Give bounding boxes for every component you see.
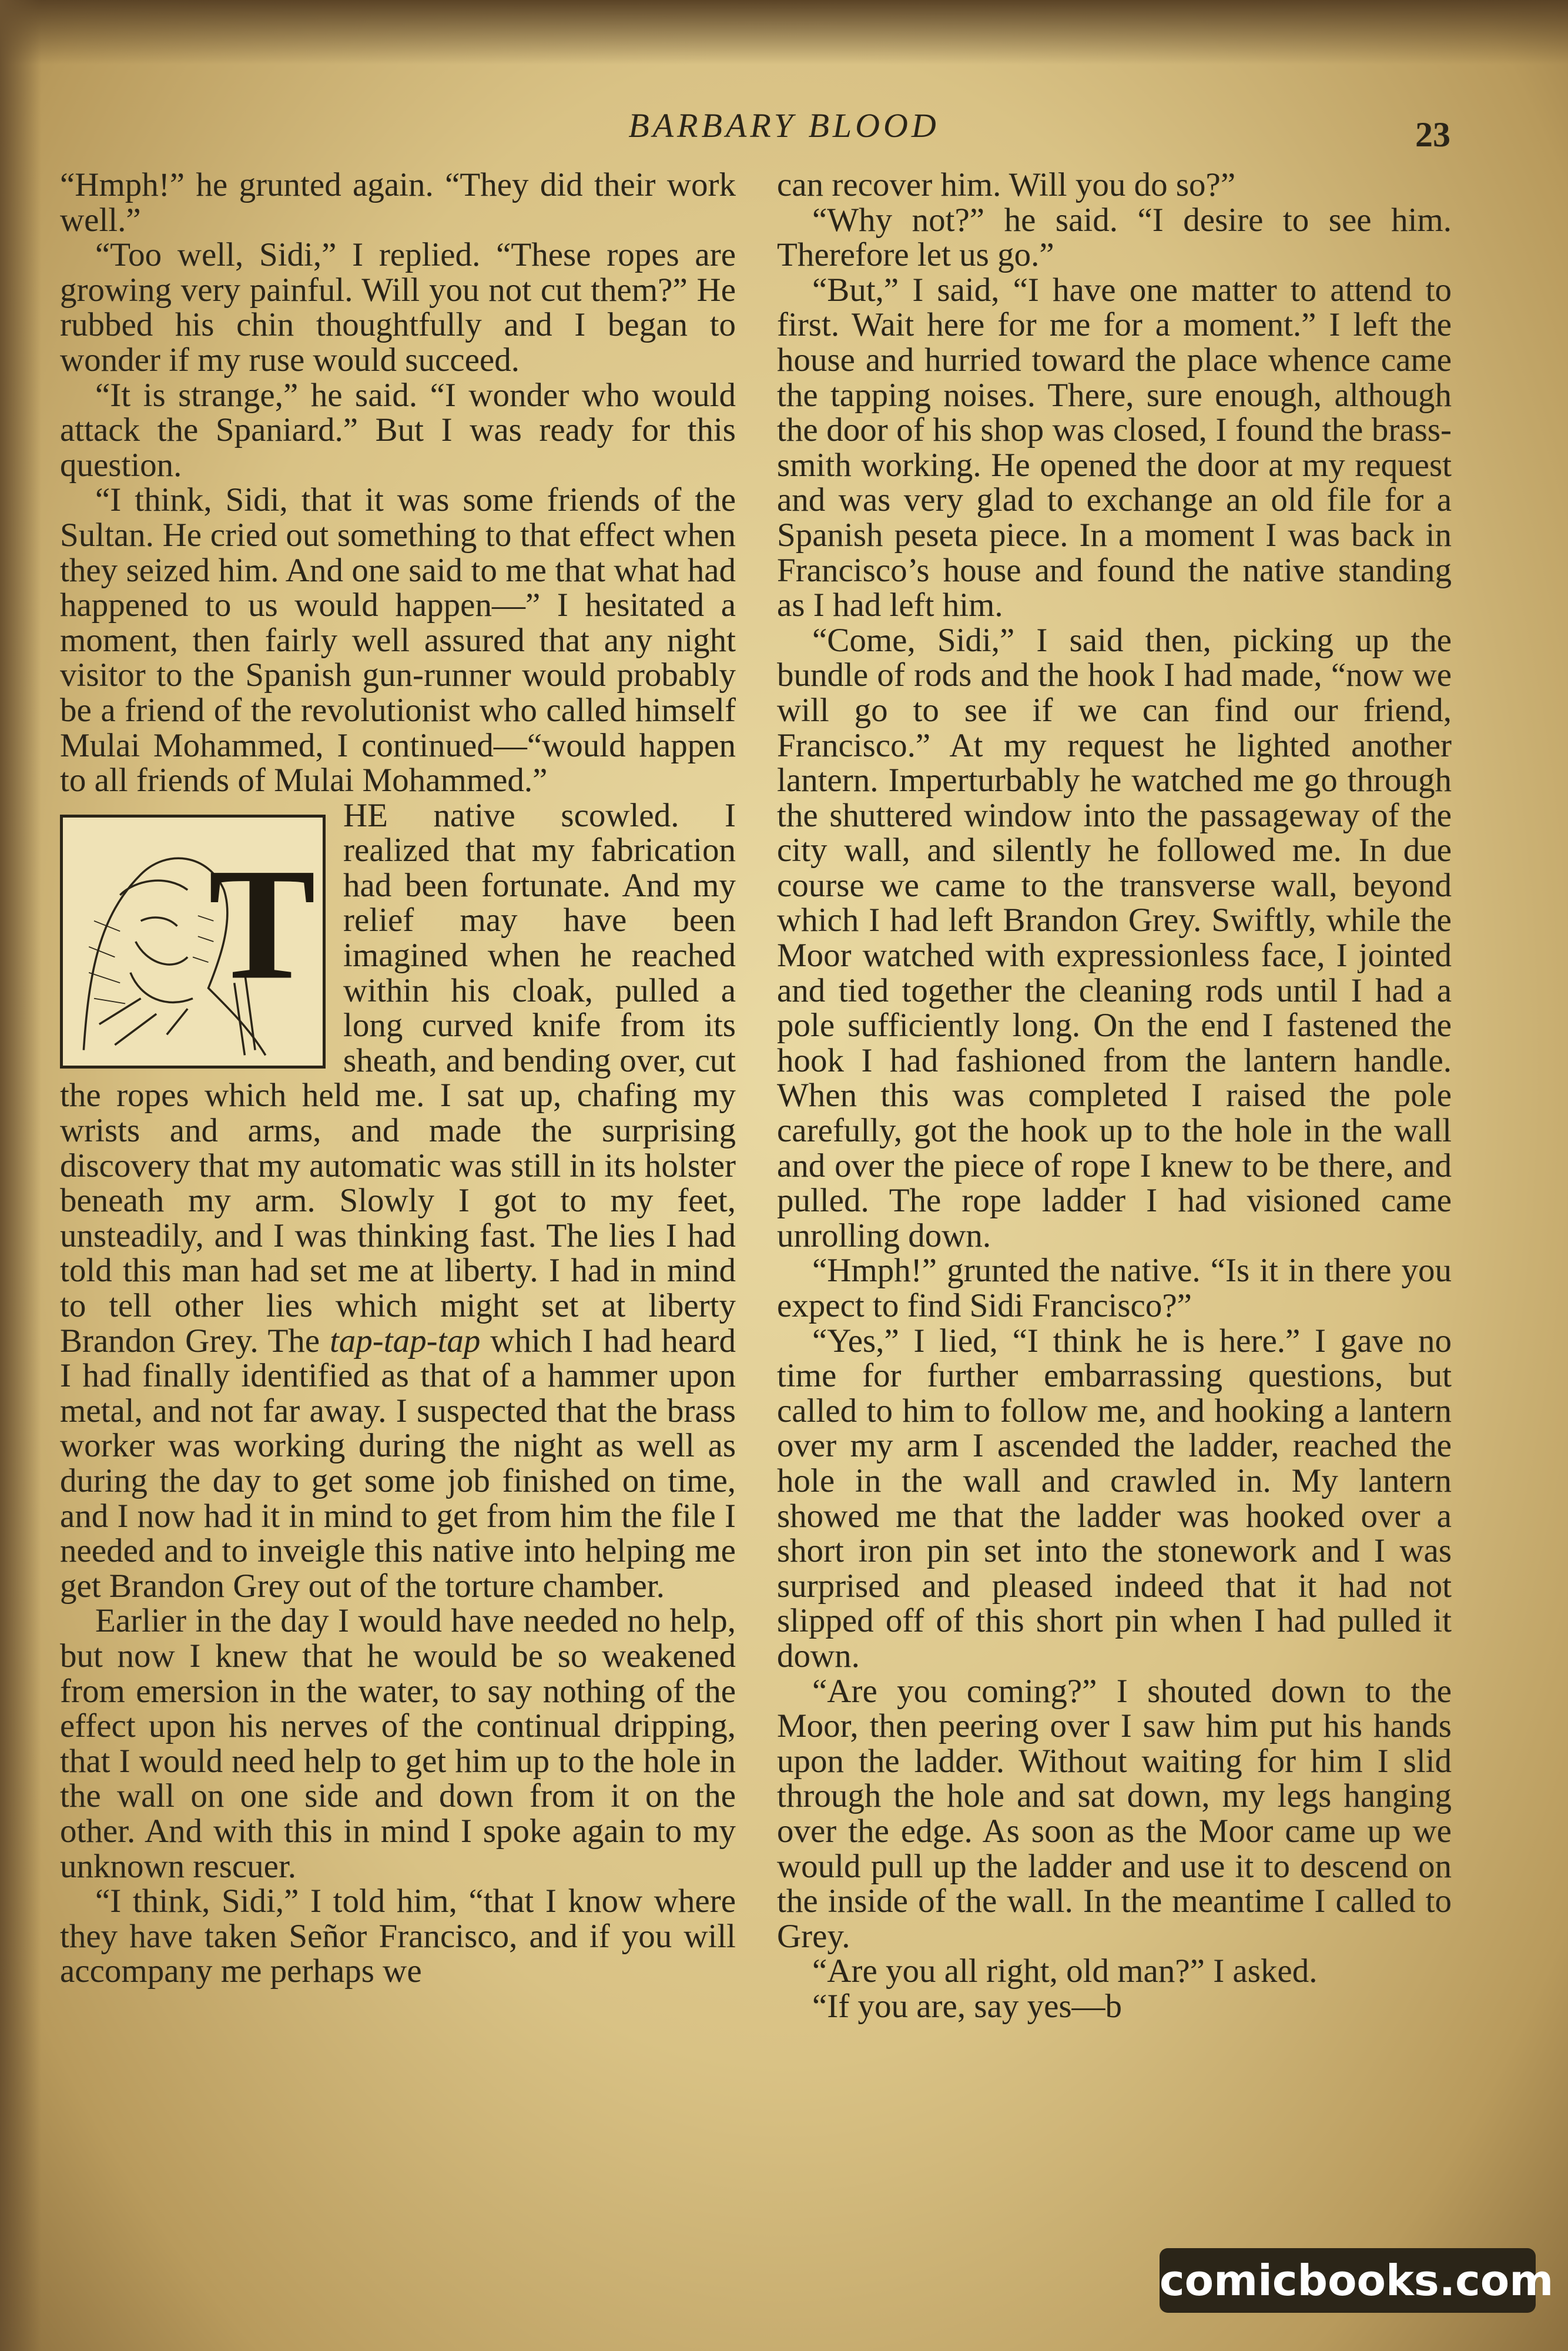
- paragraph: “I think, Sidi,” I told him, “that I know where they have taken Señor Francisco, and if you will accompany me perhaps we: [60, 1883, 736, 1990]
- paragraph: Earlier in the day I would have needed no help, but now I knew that he would be so weakened from emersion in the water, to say nothing of the effect upon his nerves of the continual dripping, that I would need help to get him up to the hole in the wall on one side and down from it on the other. And with this in mind I spoke again to my unknown rescuer.: [60, 1602, 736, 1885]
- site-watermark: comicbooks.com: [1160, 2248, 1536, 2313]
- paragraph: “I think, Sidi, that it was some friends of the Sultan. He cried out something to that effect when they seized him. And one said to me that what had happened to us would happen—” I hesitated a moment, then fairly well assured that any night visitor to the Spanish gun-runner would probably be a friend of the revolutionist who called himself Mulai Mohammed, I continued—“would happen to all friends of Mulai Mohammed.”: [60, 481, 736, 799]
- page-edge-shadow: [0, 0, 1568, 65]
- page-number: 23: [1415, 115, 1450, 154]
- dropcap-letter: T: [208, 835, 316, 1013]
- right-column: [777, 168, 1452, 2024]
- paragraph: “It is strange,” he said. “I wonder who would attack the Spaniard.” But I was ready for this question.: [60, 376, 736, 484]
- paragraph: “If you are, say yes—b: [812, 1987, 1123, 2025]
- paragraph: “Why not?” he said. “I desire to see him. Therefore let us go.”: [777, 201, 1452, 274]
- paragraph: can recover him. Will you do so?”: [777, 166, 1236, 203]
- paragraph: “Come, Sidi,” I said then, picking up the bundle of rods and the hook I had made, “now we will go to see if we can find our friend, Francisco.” At my request he lighted another lantern. Imperturbably he watched me go through the shuttered window into the passageway of the city wall, and silently he followed me. In due course we came to the transverse wall, beyond which I had left Brandon Grey. Swiftly, while the Moor watched with expressionless face, I jointed and tied together the cleaning rods until I had a pole sufficiently long. On the end I fastened the hook I had fashioned from the lantern handle. When this was completed I raised the pole carefully, got the hook up to the hole in the wall and over the piece of rope I knew to be there, and pulled. The rope ladder I had visioned came unrolling down.: [777, 621, 1452, 1254]
- paragraph: “Are you coming?” I shouted down to the Moor, then peering over I saw him put his hands upon the ladder. Without waiting for him I slid through the hole and sat down, my legs hanging over the edge. As soon as the Moor came up we would pull up the ladder and use it to descend on the inside of the wall. In the meantime I called to Grey.: [777, 1672, 1452, 1955]
- paragraph: “Too well, Sidi,” I replied. “These ropes are growing very painful. Will you not cut them?” He rubbed his chin thoughtfully and I began to wonder if my ruse would succeed.: [60, 236, 736, 379]
- dropcap-illustration: [60, 815, 326, 1069]
- running-title: BARBARY BLOOD: [628, 106, 940, 145]
- dropcap-paragraph-text-cont: which I had heard I had finally identified as that of a hammer upon metal, and not far away. I suspected that the brass worker was working during the night as well as during the day to get some job finished on time, and I now had it in mind to get from him the file I needed and to inveigle this native into helping me get Brandon Grey out of the torture chamber.: [60, 1322, 736, 1605]
- left-column: [60, 168, 736, 1989]
- paragraph: “Hmph!” grunted the native. “Is it in there you expect to find Sidi Francisco?”: [777, 1252, 1452, 1324]
- paragraph: “Yes,” I lied, “I think he is here.” I gave no time for further embarrassing questions, but called to him to follow me, and hooking a lantern over my arm I ascended the ladder, reached the hole in the wall and crawled in. My lantern showed me that the ladder was hooked over a short iron pin set into the stonework and I was surprised and pleased indeed that it had not slipped off of this short pin when I had pulled it down.: [777, 1322, 1452, 1674]
- paragraph: “But,” I said, “I have one matter to attend to first. Wait here for me for a moment.” I left the house and hurried toward the place whence came the tapping noises. There, sure enough, although the door of his shop was closed, I found the brass-smith working. He opened the door at my request and was very glad to exchange an old file for a Spanish peseta piece. In a moment I was back in Francisco’s house and found the native standing as I had left him.: [777, 271, 1452, 624]
- dropcap-paragraph-text: HE native scowled. I realized that my fabrication had been fortunate. And my relief may have been imagined when he reached within his cloak, pulled a long curved knife from its sheath, and bending over, cut the ropes which held me. I sat up, chafing my wrists and arms, and made the surprising discovery that my automatic was still in its holster beneath my arm. Slowly I got to my feet, unsteadily, and I was thinking fast. The lies I had told this man had set me at liberty. I had in mind to tell other lies which might set at liberty Brandon Grey. The: [60, 796, 736, 1359]
- italic-phrase: tap-tap-tap: [329, 1322, 481, 1359]
- page-edge-shadow-left: [0, 0, 41, 2351]
- moor-portrait-icon: [63, 818, 323, 1066]
- dropcap-paragraph: [60, 798, 736, 1604]
- paragraph: “Are you all right, old man?” I asked.: [812, 1953, 1318, 1990]
- paragraph: “Hmph!” he grunted again. “They did their work well.”: [60, 166, 736, 239]
